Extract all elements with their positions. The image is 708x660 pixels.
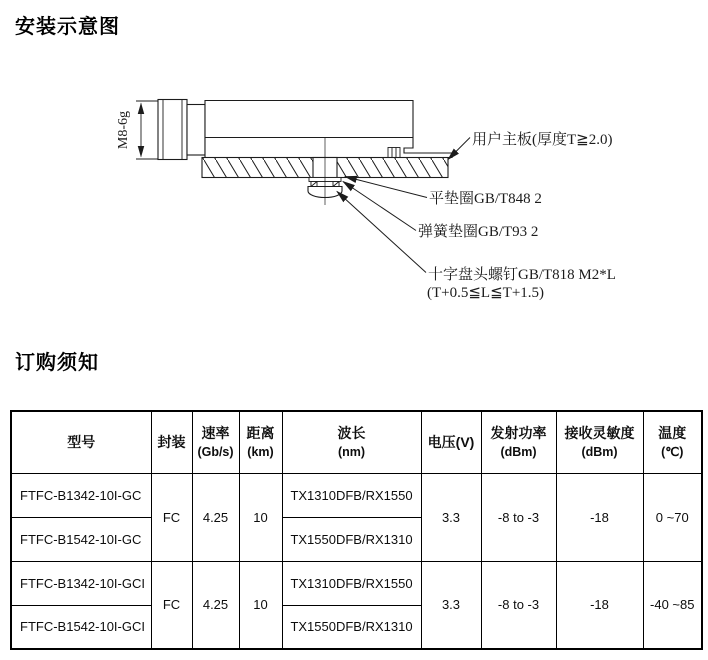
sensitivity-cell: -18: [556, 561, 643, 649]
flat-washer-label: 平垫圈GB/T848 2: [429, 191, 542, 207]
module-body: [205, 101, 452, 158]
tx-power-cell: -8 to -3: [481, 473, 556, 561]
transceiver-outline: [136, 100, 470, 273]
dimension-lines: [136, 101, 158, 159]
model-cell: FTFC-B1342-10I-GCI: [11, 561, 151, 605]
temperature-cell: -40 ~85: [643, 561, 702, 649]
model-cell: FTFC-B1342-10I-GC: [11, 473, 151, 517]
table-row: [11, 473, 702, 517]
mount-tab: [388, 148, 400, 158]
thread-barrel: [158, 100, 187, 160]
header-distance: 距离 (km): [239, 411, 282, 473]
table-row: [11, 561, 702, 605]
screw-note-label: (T+0.5≦L≦T+1.5): [427, 285, 545, 301]
package-cell: FC: [151, 473, 192, 561]
model-cell: FTFC-B1542-10I-GCI: [11, 605, 151, 649]
rate-cell: 4.25: [192, 561, 239, 649]
temperature-cell: 0 ~70: [643, 473, 702, 561]
install-section-title: 安装示意图: [15, 16, 120, 38]
wavelength-cell: TX1310DFB/RX1550: [282, 561, 421, 605]
spring-washer-label: 弹簧垫圈GB/T93 2: [418, 224, 539, 240]
header-temperature: 温度 (℃): [643, 411, 702, 473]
board-label: 用户主板(厚度T≧2.0): [472, 132, 613, 148]
header-wavelength: 波长 (nm): [282, 411, 421, 473]
rate-cell: 4.25: [192, 473, 239, 561]
header-model: 型号: [11, 411, 151, 473]
distance-cell: 10: [239, 473, 282, 561]
header-row: [11, 411, 702, 473]
voltage-cell: 3.3: [421, 561, 481, 649]
tx-power-cell: -8 to -3: [481, 561, 556, 649]
package-cell: FC: [151, 561, 192, 649]
header-rate: 速率 (Gb/s): [192, 411, 239, 473]
connector-neck: [187, 105, 205, 156]
header-sensitivity: 接收灵敏度 (dBm): [556, 411, 643, 473]
header-package: 封装: [151, 411, 192, 473]
wavelength-cell: TX1310DFB/RX1550: [282, 473, 421, 517]
voltage-cell: 3.3: [421, 473, 481, 561]
model-cell: FTFC-B1542-10I-GC: [11, 517, 151, 561]
ordering-table: [10, 410, 703, 650]
distance-cell: 10: [239, 561, 282, 649]
sensitivity-cell: -18: [556, 473, 643, 561]
wavelength-cell: TX1550DFB/RX1310: [282, 605, 421, 649]
wavelength-cell: TX1550DFB/RX1310: [282, 517, 421, 561]
header-voltage: 电压(V): [421, 411, 481, 473]
screw-label: 十字盘头螺钉GB/T818 M2*L: [428, 267, 616, 283]
header-tx-power: 发射功率 (dBm): [481, 411, 556, 473]
order-section-title: 订购须知: [15, 352, 99, 374]
thread-dimension-label: M8-6g: [116, 110, 131, 150]
